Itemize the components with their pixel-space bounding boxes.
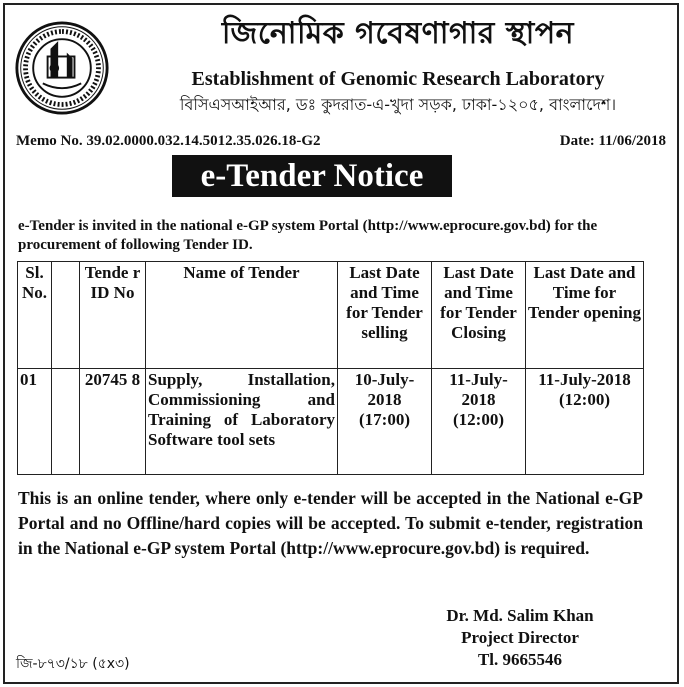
intro-text: e-Tender is invited in the national e-GP system Portal (http://www.eprocure.gov.bd) for the procurement of following Tender ID. (18, 218, 598, 253)
cell-closing: 11-July-2018 (12:00) (432, 369, 526, 475)
header-tender-selling: Last Date and Time for Tender selling (338, 262, 432, 369)
header-tender-opening: Last Date and Time for Tender opening (526, 262, 644, 369)
header-tender-closing: Last Date and Time for Tender Closing (432, 262, 526, 369)
header-name-of-tender: Name of Tender (146, 262, 338, 369)
signatory-designation: Project Director (461, 628, 579, 647)
header-tender-id: Tende r ID No (80, 262, 146, 369)
memo-number: Memo No. 39.02.0000.032.14.5012.35.026.18-G2 (16, 133, 321, 149)
notice-banner: e-Tender Notice (172, 155, 452, 197)
signatory-phone: Tl. 9665546 (477, 650, 563, 669)
signatory-name: Dr. Md. Salim Khan (446, 606, 594, 625)
cell-tender-id: 20745 8 (80, 369, 146, 475)
table-row (18, 369, 644, 475)
memo-date: Date: 11/06/2018 (559, 133, 666, 149)
bcsir-seal-icon (14, 20, 110, 116)
signature-block (400, 605, 640, 671)
body-text: This is an online tender, where only e-tender will be accepted in the National e-GP Portal and no Offline/hard copies will be accepted. To submit e-tender, registration in the National e-GP system Portal (http://www.eprocure.gov.bd) is required. (18, 488, 643, 558)
title-bengali: জিনোমিক গবেষণাগার স্থাপন (221, 16, 575, 51)
header-spacer (52, 262, 80, 369)
reference-code: জি-৮৭৩/১৮ (৫x৩) (16, 656, 130, 672)
tender-table (17, 261, 644, 475)
cell-opening: 11-July-2018 (12:00) (526, 369, 644, 475)
cell-sl: 01 (18, 369, 52, 475)
cell-name: Supply, Installation, Commissioning and Training of Laboratory Software tool sets (146, 369, 338, 475)
cell-selling: 10-July-2018 (17:00) (338, 369, 432, 475)
cell-spacer (52, 369, 80, 475)
address-bengali: বিসিএসআইআর, ডঃ কুদরাত-এ-খুদা সড়ক, ঢাকা-১২০৫, বাংলাদেশ। (179, 95, 617, 114)
header-sl-no: Sl. No. (18, 262, 52, 369)
title-english: Establishment of Genomic Research Laboratory (191, 68, 605, 90)
